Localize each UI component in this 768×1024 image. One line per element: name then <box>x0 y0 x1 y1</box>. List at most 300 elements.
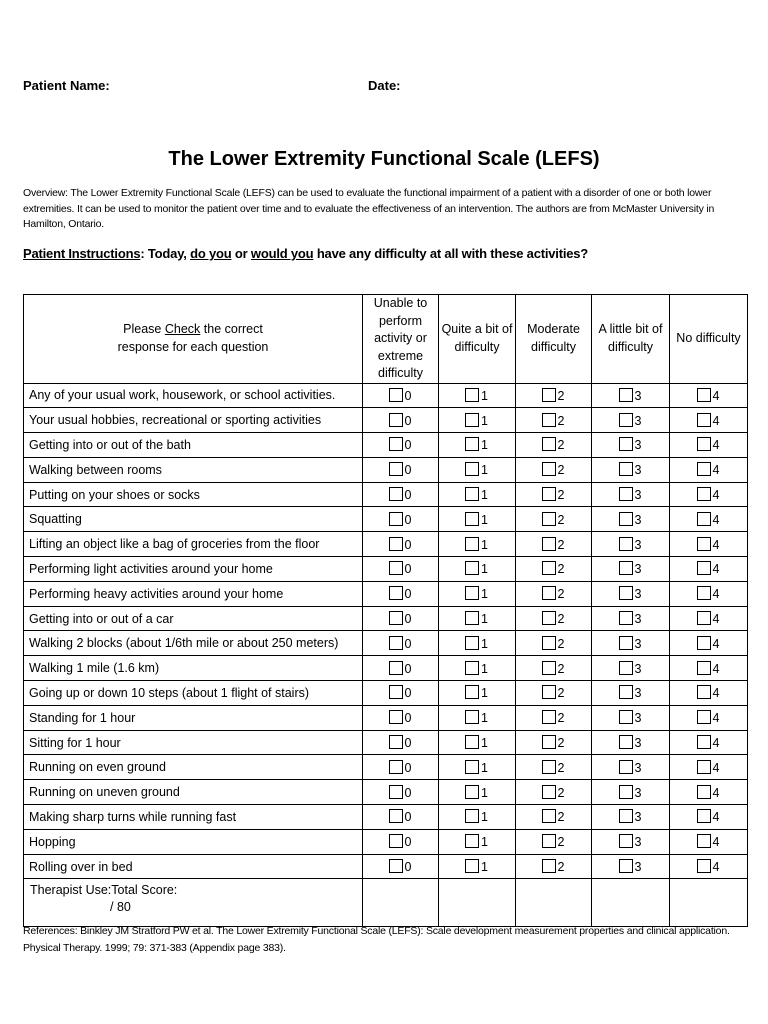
score-value: 4 <box>712 512 720 527</box>
answer-cell <box>670 408 748 433</box>
checkbox[interactable] <box>389 512 403 526</box>
checkbox[interactable] <box>465 760 479 774</box>
score-value: 1 <box>481 562 488 577</box>
score-value: 1 <box>481 438 488 453</box>
table-row <box>24 854 748 879</box>
checkbox[interactable] <box>619 735 633 749</box>
score-value: 1 <box>481 661 488 676</box>
answer-cell <box>363 433 439 458</box>
question-text: Lifting an object like a bag of groceries from the floor <box>24 532 363 557</box>
question-text: Running on even ground <box>24 755 363 780</box>
score-value: 1 <box>481 711 488 726</box>
answer-cell <box>439 780 516 805</box>
column-header: A little bit of difficulty <box>592 295 670 384</box>
answer-cell <box>516 482 592 507</box>
question-text: Performing light activities around your home <box>24 557 363 582</box>
checkbox[interactable] <box>697 710 711 724</box>
answer-cell <box>592 805 670 830</box>
answer-cell <box>363 482 439 507</box>
checkbox[interactable] <box>542 537 556 551</box>
table-row <box>24 656 748 681</box>
score-value: 3 <box>634 686 642 701</box>
checkbox[interactable] <box>619 760 633 774</box>
score-value: 2 <box>557 488 565 503</box>
answer-cell <box>363 805 439 830</box>
question-text: Running on uneven ground <box>24 780 363 805</box>
checkbox[interactable] <box>465 859 479 873</box>
checkbox[interactable] <box>542 636 556 650</box>
checkbox[interactable] <box>619 537 633 551</box>
checkbox[interactable] <box>697 809 711 823</box>
score-value: 2 <box>557 860 565 875</box>
score-value: 3 <box>634 488 642 503</box>
answer-cell <box>670 457 748 482</box>
score-value: 1 <box>481 488 488 503</box>
checkbox[interactable] <box>389 735 403 749</box>
checkbox[interactable] <box>465 735 479 749</box>
checkbox[interactable] <box>542 859 556 873</box>
checkbox[interactable] <box>465 512 479 526</box>
corner-line2: response for each question <box>117 339 269 354</box>
score-value: 2 <box>557 388 565 403</box>
checkbox[interactable] <box>542 809 556 823</box>
checkbox[interactable] <box>619 636 633 650</box>
score-value: 3 <box>634 413 642 428</box>
checkbox[interactable] <box>465 611 479 625</box>
answer-cell <box>439 507 516 532</box>
answer-cell <box>592 532 670 557</box>
table-row <box>24 507 748 532</box>
checkbox[interactable] <box>697 785 711 799</box>
score-value: 2 <box>557 612 565 627</box>
answer-cell <box>670 730 748 755</box>
question-text: Your usual hobbies, recreational or sporting activities <box>24 408 363 433</box>
checkbox[interactable] <box>465 561 479 575</box>
score-value: 2 <box>557 463 565 478</box>
checkbox[interactable] <box>389 636 403 650</box>
checkbox[interactable] <box>542 487 556 501</box>
checkbox[interactable] <box>389 537 403 551</box>
score-value: 3 <box>634 785 642 800</box>
checkbox[interactable] <box>697 537 711 551</box>
instructions-today: : Today, <box>140 246 191 261</box>
checkbox[interactable] <box>389 785 403 799</box>
answer-cell <box>516 606 592 631</box>
score-value: 3 <box>634 661 642 676</box>
corner-pre: Please <box>123 322 165 337</box>
checkbox[interactable] <box>465 661 479 675</box>
answer-cell <box>439 606 516 631</box>
answer-cell <box>363 581 439 606</box>
total-empty-cell <box>439 879 516 927</box>
checkbox[interactable] <box>465 388 479 402</box>
score-value: 0 <box>404 512 412 527</box>
checkbox[interactable] <box>697 661 711 675</box>
question-text: Walking 1 mile (1.6 km) <box>24 656 363 681</box>
score-value: 0 <box>404 810 412 825</box>
score-value: 3 <box>634 736 642 751</box>
answer-cell <box>516 457 592 482</box>
checkbox[interactable] <box>619 462 633 476</box>
answer-cell <box>516 507 592 532</box>
checkbox[interactable] <box>542 661 556 675</box>
checkbox[interactable] <box>389 462 403 476</box>
answer-cell <box>670 854 748 879</box>
score-value: 4 <box>712 736 720 751</box>
instructions-or: or <box>231 246 251 261</box>
checkbox[interactable] <box>619 611 633 625</box>
score-value: 0 <box>404 438 412 453</box>
answer-cell <box>670 656 748 681</box>
checkbox[interactable] <box>697 561 711 575</box>
table-row <box>24 730 748 755</box>
score-value: 3 <box>634 612 642 627</box>
checkbox[interactable] <box>465 834 479 848</box>
question-text: Putting on your shoes or socks <box>24 482 363 507</box>
checkbox[interactable] <box>542 512 556 526</box>
checkbox[interactable] <box>619 512 633 526</box>
score-value: 2 <box>557 686 565 701</box>
lefs-table <box>23 294 748 927</box>
score-value: 3 <box>634 512 642 527</box>
answer-cell <box>670 805 748 830</box>
answer-cell <box>592 383 670 408</box>
checkbox[interactable] <box>697 512 711 526</box>
score-value: 2 <box>557 661 565 676</box>
corner-check: Check <box>164 322 201 337</box>
checkbox[interactable] <box>542 437 556 451</box>
checkbox[interactable] <box>389 859 403 873</box>
question-text: Getting into or out of the bath <box>24 433 363 458</box>
checkbox[interactable] <box>619 561 633 575</box>
answer-cell <box>363 829 439 854</box>
checkbox[interactable] <box>542 462 556 476</box>
checkbox[interactable] <box>619 809 633 823</box>
score-value: 3 <box>634 438 642 453</box>
checkbox[interactable] <box>389 586 403 600</box>
checkbox[interactable] <box>389 710 403 724</box>
score-value: 2 <box>557 438 565 453</box>
checkbox[interactable] <box>465 537 479 551</box>
score-value: 0 <box>404 612 412 627</box>
score-value: 3 <box>634 636 642 651</box>
checkbox[interactable] <box>542 834 556 848</box>
checkbox[interactable] <box>619 487 633 501</box>
checkbox[interactable] <box>697 413 711 427</box>
checkbox[interactable] <box>697 636 711 650</box>
checkbox[interactable] <box>697 462 711 476</box>
question-text: Going up or down 10 steps (about 1 flight of stairs) <box>24 681 363 706</box>
score-value: 0 <box>404 661 412 676</box>
score-value: 3 <box>634 835 642 850</box>
score-value: 4 <box>712 413 720 428</box>
question-text: Making sharp turns while running fast <box>24 805 363 830</box>
score-value: 4 <box>712 760 720 775</box>
checkbox[interactable] <box>389 487 403 501</box>
answer-cell <box>670 581 748 606</box>
score-value: 4 <box>712 835 720 850</box>
score-value: 0 <box>404 636 412 651</box>
answer-cell <box>439 383 516 408</box>
score-value: 0 <box>404 860 412 875</box>
column-header: Quite a bit of difficulty <box>439 295 516 384</box>
table-row <box>24 457 748 482</box>
instructions-do-you: do you <box>190 246 232 261</box>
score-value: 3 <box>634 562 642 577</box>
answer-cell <box>439 681 516 706</box>
score-value: 4 <box>712 810 720 825</box>
answer-cell <box>363 383 439 408</box>
checkbox[interactable] <box>389 413 403 427</box>
total-score-row <box>24 879 748 927</box>
answer-cell <box>439 532 516 557</box>
checkbox[interactable] <box>619 437 633 451</box>
question-text: Performing heavy activities around your home <box>24 581 363 606</box>
question-text: Squatting <box>24 507 363 532</box>
answer-cell <box>592 507 670 532</box>
checkbox[interactable] <box>697 611 711 625</box>
checkbox[interactable] <box>697 735 711 749</box>
checkbox[interactable] <box>619 859 633 873</box>
checkbox[interactable] <box>619 685 633 699</box>
checkbox[interactable] <box>465 487 479 501</box>
answer-cell <box>516 557 592 582</box>
answer-cell <box>670 681 748 706</box>
answer-cell <box>670 557 748 582</box>
table-row <box>24 581 748 606</box>
checkbox[interactable] <box>465 785 479 799</box>
question-text: Walking between rooms <box>24 457 363 482</box>
total-score-cell <box>24 879 363 927</box>
checkbox[interactable] <box>619 413 633 427</box>
answer-cell <box>670 383 748 408</box>
score-value: 0 <box>404 413 412 428</box>
answer-cell <box>592 755 670 780</box>
table-row <box>24 408 748 433</box>
answer-cell <box>592 457 670 482</box>
answer-cell <box>592 631 670 656</box>
instructions-rest: have any difficulty at all with these activities? <box>313 246 589 261</box>
answer-cell <box>363 730 439 755</box>
checkbox[interactable] <box>697 760 711 774</box>
checkbox[interactable] <box>619 388 633 402</box>
checkbox[interactable] <box>542 388 556 402</box>
question-text: Hopping <box>24 829 363 854</box>
checkbox[interactable] <box>389 561 403 575</box>
checkbox[interactable] <box>389 661 403 675</box>
checkbox[interactable] <box>542 611 556 625</box>
checkbox[interactable] <box>697 859 711 873</box>
answer-cell <box>363 705 439 730</box>
checkbox[interactable] <box>465 685 479 699</box>
table-row <box>24 433 748 458</box>
score-value: 4 <box>712 785 720 800</box>
checkbox[interactable] <box>697 487 711 501</box>
table-row <box>24 755 748 780</box>
patient-instructions <box>23 246 753 261</box>
answer-cell <box>439 631 516 656</box>
score-value: 0 <box>404 835 412 850</box>
score-value: 4 <box>712 860 720 875</box>
answer-cell <box>439 482 516 507</box>
score-value: 4 <box>712 686 720 701</box>
checkbox[interactable] <box>465 586 479 600</box>
checkbox[interactable] <box>619 834 633 848</box>
score-value: 4 <box>712 612 720 627</box>
score-value: 2 <box>557 587 565 602</box>
answer-cell <box>363 780 439 805</box>
score-value: 2 <box>557 512 565 527</box>
checkbox[interactable] <box>619 586 633 600</box>
answer-cell <box>592 681 670 706</box>
score-value: 3 <box>634 388 642 403</box>
checkbox[interactable] <box>697 437 711 451</box>
checkbox[interactable] <box>619 710 633 724</box>
checkbox[interactable] <box>465 809 479 823</box>
answer-cell <box>516 581 592 606</box>
score-value: 1 <box>481 760 488 775</box>
answer-cell <box>670 507 748 532</box>
answer-cell <box>670 705 748 730</box>
checkbox[interactable] <box>542 413 556 427</box>
answer-cell <box>363 755 439 780</box>
answer-cell <box>363 557 439 582</box>
score-value: 4 <box>712 537 720 552</box>
score-value: 3 <box>634 587 642 602</box>
score-value: 3 <box>634 537 642 552</box>
score-value: 0 <box>404 587 412 602</box>
score-value: 1 <box>481 810 488 825</box>
instructions-would-you: would you <box>250 246 314 261</box>
answer-cell <box>439 805 516 830</box>
checkbox[interactable] <box>697 834 711 848</box>
question-text: Sitting for 1 hour <box>24 730 363 755</box>
patient-name-label: Patient Name: <box>23 78 110 93</box>
answer-cell <box>363 457 439 482</box>
table-row <box>24 482 748 507</box>
score-value: 1 <box>481 736 488 751</box>
total-empty-cell <box>516 879 592 927</box>
question-text: Walking 2 blocks (about 1/6th mile or about 250 meters) <box>24 631 363 656</box>
score-value: 3 <box>634 711 642 726</box>
answer-cell <box>516 631 592 656</box>
score-value: 0 <box>404 711 412 726</box>
table-row <box>24 606 748 631</box>
answer-cell <box>592 656 670 681</box>
score-value: 1 <box>481 413 488 428</box>
checkbox[interactable] <box>465 710 479 724</box>
answer-cell <box>516 730 592 755</box>
score-value: 0 <box>404 736 412 751</box>
table-row <box>24 780 748 805</box>
table-row <box>24 557 748 582</box>
checkbox[interactable] <box>542 735 556 749</box>
checkbox[interactable] <box>465 437 479 451</box>
corner-post: the correct <box>200 322 263 337</box>
checkbox[interactable] <box>619 785 633 799</box>
answer-cell <box>439 705 516 730</box>
answer-cell <box>592 557 670 582</box>
checkbox[interactable] <box>542 785 556 799</box>
answer-cell <box>363 854 439 879</box>
answer-cell <box>516 433 592 458</box>
table-row <box>24 805 748 830</box>
answer-cell <box>592 433 670 458</box>
answer-cell <box>363 532 439 557</box>
score-value: 4 <box>712 711 720 726</box>
checkbox[interactable] <box>542 760 556 774</box>
answer-cell <box>439 581 516 606</box>
score-value: 4 <box>712 388 720 403</box>
score-value: 1 <box>481 686 488 701</box>
answer-cell <box>516 532 592 557</box>
checkbox[interactable] <box>542 710 556 724</box>
score-value: 1 <box>481 860 488 875</box>
checkbox[interactable] <box>389 685 403 699</box>
answer-cell <box>363 681 439 706</box>
answer-cell <box>592 482 670 507</box>
score-value: 4 <box>712 661 720 676</box>
checkbox[interactable] <box>697 388 711 402</box>
score-value: 0 <box>404 562 412 577</box>
score-value: 1 <box>481 612 488 627</box>
checkbox[interactable] <box>542 685 556 699</box>
instructions-label: Patient Instructions <box>23 246 141 261</box>
answer-cell <box>439 829 516 854</box>
score-value: 2 <box>557 562 565 577</box>
checkbox[interactable] <box>697 685 711 699</box>
score-value: 1 <box>481 785 488 800</box>
checkbox[interactable] <box>465 462 479 476</box>
answer-cell <box>516 656 592 681</box>
answer-cell <box>516 755 592 780</box>
checkbox[interactable] <box>389 809 403 823</box>
answer-cell <box>592 854 670 879</box>
checkbox[interactable] <box>389 437 403 451</box>
score-value: 4 <box>712 488 720 503</box>
score-value: 2 <box>557 835 565 850</box>
table-row <box>24 829 748 854</box>
score-value: 2 <box>557 810 565 825</box>
checkbox[interactable] <box>389 834 403 848</box>
answer-cell <box>439 557 516 582</box>
checkbox[interactable] <box>619 661 633 675</box>
answer-cell <box>516 705 592 730</box>
checkbox[interactable] <box>389 760 403 774</box>
answer-cell <box>439 408 516 433</box>
checkbox[interactable] <box>542 586 556 600</box>
checkbox[interactable] <box>542 561 556 575</box>
checkbox[interactable] <box>389 388 403 402</box>
date-label: Date: <box>368 78 401 93</box>
answer-cell <box>670 780 748 805</box>
score-value: 2 <box>557 413 565 428</box>
table-row <box>24 705 748 730</box>
checkbox[interactable] <box>697 586 711 600</box>
question-text: Any of your usual work, housework, or school activities. <box>24 383 363 408</box>
table-row <box>24 383 748 408</box>
checkbox[interactable] <box>389 611 403 625</box>
table-row <box>24 681 748 706</box>
score-value: 4 <box>712 463 720 478</box>
score-value: 4 <box>712 438 720 453</box>
score-value: 1 <box>481 835 488 850</box>
score-value: 0 <box>404 760 412 775</box>
answer-cell <box>439 457 516 482</box>
score-value: 0 <box>404 463 412 478</box>
checkbox[interactable] <box>465 636 479 650</box>
checkbox[interactable] <box>465 413 479 427</box>
